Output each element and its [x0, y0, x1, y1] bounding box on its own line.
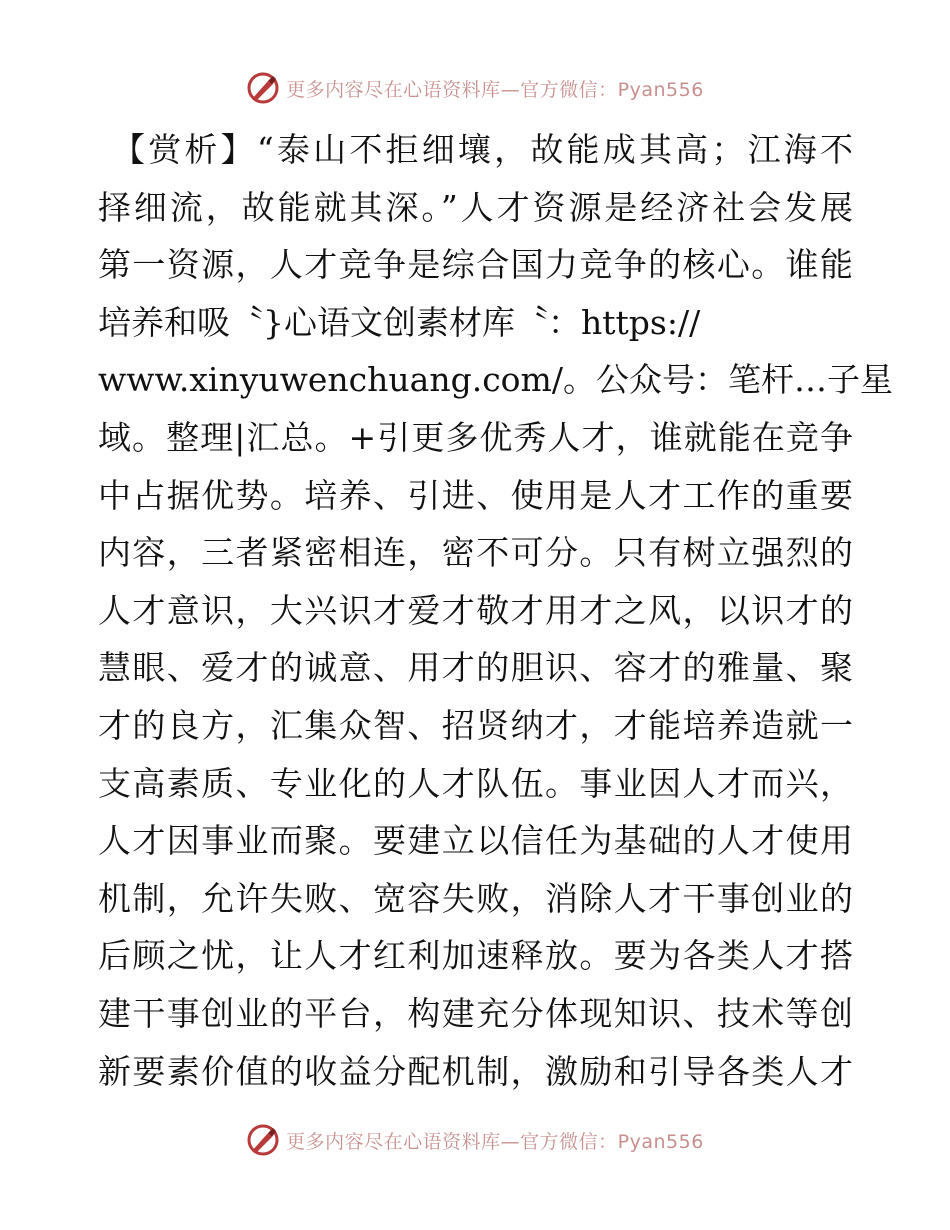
text-line: 择细流，故能就其深。”人才资源是经济社会发展 [98, 187, 853, 227]
text-line: 慧眼、爱才的诚意、用才的胆识、容才的雅量、聚 [98, 648, 853, 688]
text-line: 后顾之忧，让人才红利加速释放。要为各类人才搭 [98, 936, 853, 976]
footer-banner-text: 更多内容尽在心语资料库—官方微信：Pyan556 [286, 1130, 704, 1153]
text-line: www.xinyuwenchuang.com/。公众号：笔杆…子星 [98, 360, 893, 400]
text-line: 支高素质、专业化的人才队伍。事业因人才而兴， [98, 763, 853, 803]
header-banner [0, 68, 950, 108]
text-line: 域。整理|汇总。+引更多优秀人才，谁就能在竞争 [98, 417, 853, 457]
text-line: 才的良方，汇集众智、招贤纳才，才能培养造就一 [98, 705, 853, 745]
text-line: 机制，允许失败、宽容失败，消除人才干事创业的 [98, 878, 853, 918]
text-line: 人才意识，大兴识才爱才敬才用才之风，以识才的 [98, 590, 853, 630]
red-pen-logo-icon [246, 71, 280, 105]
analysis-paragraph [98, 121, 893, 1100]
header-banner-text: 更多内容尽在心语资料库—官方微信：Pyan556 [286, 78, 704, 101]
text-line: 人才因事业而聚。要建立以信任为基础的人才使用 [98, 821, 853, 861]
text-line: 培养和吸〝}心语文创素材库〝：https:// [98, 302, 701, 342]
text-line: 新要素价值的收益分配机制，激励和引导各类人才 [98, 1051, 853, 1091]
text-line: 第一资源，人才竞争是综合国力竞争的核心。谁能 [98, 245, 853, 285]
text-line: 建干事创业的平台，构建充分体现知识、技术等创 [98, 993, 853, 1033]
footer-banner [0, 1120, 950, 1160]
red-pen-logo-icon [246, 1123, 280, 1157]
text-line: 中占据优势。培养、引进、使用是人才工作的重要 [98, 475, 853, 515]
text-line: 内容，三者紧密相连，密不可分。只有树立强烈的 [98, 533, 853, 573]
text-line: 【赏析】“泰山不拒细壤，故能成其高；江海不 [112, 130, 853, 169]
